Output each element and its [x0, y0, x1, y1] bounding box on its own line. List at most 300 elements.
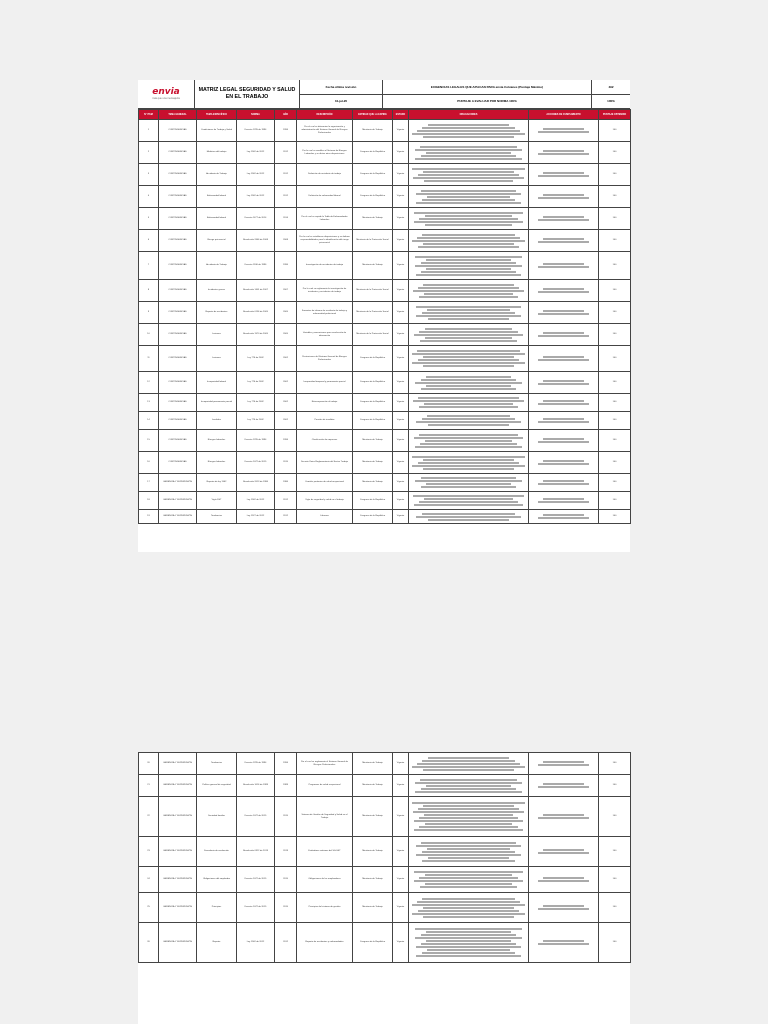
table-cell: 1994	[275, 120, 297, 142]
table-cell: GERENCIA Y SUPERVISIÓN	[159, 923, 197, 963]
table-cell: Vigente	[393, 412, 409, 430]
table-cell: Obligaciones de los empleadores	[297, 867, 353, 893]
table-cell: 2012	[275, 492, 297, 510]
actions-cell	[529, 208, 599, 230]
table-cell: 1996	[275, 252, 297, 280]
score-cell: 100	[599, 280, 631, 302]
score-cell: 100	[599, 208, 631, 230]
score-cell: 100	[599, 230, 631, 252]
table-cell: 11	[139, 346, 159, 372]
table-cell: Congreso de la República	[353, 186, 393, 208]
table-cell: Por la cual se modifica el Sistema de Riesgos Laborales y se dictan otras disposiciones	[297, 142, 353, 164]
table-cell: 3	[139, 164, 159, 186]
actions-cell	[529, 867, 599, 893]
column-header: DESCRIPCIÓN	[297, 110, 353, 120]
table-cell: GERENCIA Y SUPERVISIÓN	[159, 797, 197, 837]
table-cell: 6	[139, 230, 159, 252]
score-cell: 100	[599, 923, 631, 963]
table-cell: Por el cual se expide la Tabla de Enfermedades Laborales	[297, 208, 353, 230]
table-row	[139, 230, 631, 252]
obligations-cell	[409, 186, 529, 208]
table-row	[139, 280, 631, 302]
table-cell: Vigente	[393, 230, 409, 252]
table-cell: 5	[139, 208, 159, 230]
table-cell: 2012	[275, 164, 297, 186]
table-cell: 1994	[275, 430, 297, 452]
score-cell: 100	[599, 142, 631, 164]
table-row	[139, 452, 631, 474]
table-row	[139, 324, 631, 346]
table-cell: Comités paritarios de salud ocupacional	[297, 474, 353, 492]
table-cell: 19	[139, 510, 159, 524]
table-cell: CONTINGENCIAS	[159, 142, 197, 164]
table-cell: Reporte de ley 1562	[197, 474, 237, 492]
table-cell: Resolución 0156 de 2005	[237, 302, 275, 324]
table-cell: CONTINGENCIAS	[159, 230, 197, 252]
table-cell: CONTINGENCIAS	[159, 164, 197, 186]
score-cell: 100	[599, 510, 631, 524]
table-cell: 24	[139, 867, 159, 893]
table-cell: 2015	[275, 893, 297, 923]
score-cell: 100	[599, 346, 631, 372]
table-cell: Vigente	[393, 186, 409, 208]
table-cell: 1986	[275, 474, 297, 492]
table-cell: 15	[139, 430, 159, 452]
table-cell: Decreto 1295 de 1994	[237, 430, 275, 452]
table-row	[139, 412, 631, 430]
table-cell: Vigente	[393, 867, 409, 893]
actions-cell	[529, 452, 599, 474]
table-cell: 2005	[275, 324, 297, 346]
table-cell: 2012	[275, 142, 297, 164]
table-cell: Decreto 1072 de 2015	[237, 867, 275, 893]
table-cell: Ministerio de Trabajo	[353, 120, 393, 142]
table-cell: Sistema de Gestión de Seguridad y Salud en el Trabajo	[297, 797, 353, 837]
table-row	[139, 474, 631, 492]
table-row	[139, 753, 631, 775]
table-cell: 14	[139, 412, 159, 430]
score-cell: 100	[599, 324, 631, 346]
table-cell: Ministerio de Trabajo	[353, 753, 393, 775]
table-cell: Vigía de seguridad y salud en el trabajo	[297, 492, 353, 510]
table-cell: Reincorporación al trabajo	[297, 394, 353, 412]
table-cell: Vigente	[393, 280, 409, 302]
table-cell: 2012	[275, 186, 297, 208]
score-cell: 100	[599, 430, 631, 452]
table-cell: CONTINGENCIAS	[159, 120, 197, 142]
obligations-cell	[409, 346, 529, 372]
obligations-cell	[409, 302, 529, 324]
obligations-cell	[409, 252, 529, 280]
table-cell: Tendencias	[197, 753, 237, 775]
table-cell: Vigente	[393, 753, 409, 775]
table-cell: Ministerio de Trabajo	[353, 252, 393, 280]
table-cell: Vigente	[393, 208, 409, 230]
table-cell: Vigente	[393, 324, 409, 346]
column-header: AÑO	[275, 110, 297, 120]
table-cell: Variables y mecanismos para recolección de información	[297, 324, 353, 346]
table-cell: 1	[139, 120, 159, 142]
table-cell: Condiciones de Trabajo y Salud	[197, 120, 237, 142]
score-cell: 100	[599, 302, 631, 324]
score-cell: 100	[599, 837, 631, 867]
table-cell: Ley 1562 de 2012	[237, 142, 275, 164]
table-cell: Ley 776 de 2002	[237, 346, 275, 372]
score-cell: 100	[599, 412, 631, 430]
column-header: TEMA GENERAL	[159, 110, 197, 120]
obligations-cell	[409, 372, 529, 394]
obligations-cell	[409, 867, 529, 893]
table-row	[139, 430, 631, 452]
score-value: 100%	[607, 99, 615, 104]
table-cell: Enfermedad laboral	[197, 186, 237, 208]
score-cell: 100	[599, 474, 631, 492]
table-cell: Congreso de la República	[353, 372, 393, 394]
table-cell: 2015	[275, 452, 297, 474]
table-row	[139, 302, 631, 324]
table-cell: 2015	[275, 797, 297, 837]
obligations-cell	[409, 837, 529, 867]
actions-cell	[529, 346, 599, 372]
score-label: PUNTAJE A EVALUAR POR NORMA 100%	[457, 99, 517, 104]
table-cell: Clasificación de empresas	[297, 430, 353, 452]
table-cell: Vigente	[393, 837, 409, 867]
table-cell: Vigente	[393, 430, 409, 452]
table-row	[139, 510, 631, 524]
obligations-cell	[409, 452, 529, 474]
table-row	[139, 867, 631, 893]
table-row	[139, 120, 631, 142]
obligations-cell	[409, 753, 529, 775]
actions-cell	[529, 775, 599, 797]
table-cell: 9	[139, 302, 159, 324]
table-cell: 2014	[275, 208, 297, 230]
actions-cell	[529, 753, 599, 775]
table-cell: Definición de enfermedad laboral	[297, 186, 353, 208]
table-cell: Ley 776 de 2002	[237, 394, 275, 412]
table-row	[139, 164, 631, 186]
obligations-cell	[409, 324, 529, 346]
score-cell: 100	[599, 164, 631, 186]
score-cell: 100	[599, 252, 631, 280]
revision-date: 31-jul-20	[334, 99, 348, 104]
revision-label: Fecha última revisión	[300, 80, 382, 95]
table-cell: 2002	[275, 372, 297, 394]
table-cell: CONTINGENCIAS	[159, 346, 197, 372]
actions-cell	[529, 280, 599, 302]
table-cell: 21	[139, 775, 159, 797]
table-cell: Incidentes graves	[197, 280, 237, 302]
table-cell: Congreso de la República	[353, 492, 393, 510]
table-cell: Ministerio de Trabajo	[353, 893, 393, 923]
column-header: ENTIDAD QUE LA EXPIDE	[353, 110, 393, 120]
actions-cell	[529, 430, 599, 452]
obligations-cell	[409, 430, 529, 452]
legal-matrix-table-2	[138, 752, 631, 963]
table-cell: Ministerio de la Protección Social	[353, 230, 393, 252]
table-cell: GERENCIA Y SUPERVISIÓN	[159, 867, 197, 893]
table-cell: Accidente de Trabajo	[197, 252, 237, 280]
table-cell: Congreso de la República	[353, 142, 393, 164]
table-cell: 23	[139, 837, 159, 867]
table-cell: 26	[139, 923, 159, 963]
table-cell: Incapacidad laboral	[197, 372, 237, 394]
score-cell: 100	[599, 492, 631, 510]
envia-logo	[138, 80, 195, 108]
table-cell: Ministerio de la Protección Social	[353, 280, 393, 302]
obligations-cell	[409, 280, 529, 302]
table-cell: 1994	[275, 753, 297, 775]
table-cell: Resolución 1401 de 2007	[237, 280, 275, 302]
table-cell: 2002	[275, 412, 297, 430]
obligations-cell	[409, 120, 529, 142]
actions-cell	[529, 186, 599, 208]
table-cell: 2005	[275, 302, 297, 324]
table-cell: Congreso de la República	[353, 394, 393, 412]
matrix-header	[138, 80, 630, 109]
legal-matrix-table-1	[138, 109, 631, 524]
actions-cell	[529, 142, 599, 164]
table-cell: Obligaciones del empleador	[197, 867, 237, 893]
table-header-row	[139, 110, 631, 120]
table-cell: Invalidez	[197, 412, 237, 430]
score-cell: 100	[599, 120, 631, 142]
table-cell: 12	[139, 372, 159, 394]
table-cell: 16	[139, 452, 159, 474]
actions-cell	[529, 230, 599, 252]
actions-cell	[529, 923, 599, 963]
table-cell: GERENCIA Y SUPERVISIÓN	[159, 492, 197, 510]
table-cell: GERENCIA Y SUPERVISIÓN	[159, 893, 197, 923]
table-cell: Accidente de Trabajo	[197, 164, 237, 186]
table-cell: Por la cual se reglamenta la investigación de incidentes y accidentes de trabajo	[297, 280, 353, 302]
table-cell: 13	[139, 394, 159, 412]
table-cell: Decreto 1477 de 2014	[237, 208, 275, 230]
requirements-value: 492	[592, 80, 630, 95]
table-cell: Política general de seguridad	[197, 775, 237, 797]
table-cell: Vigente	[393, 452, 409, 474]
table-cell: Decreto 1530 de 1996	[237, 252, 275, 280]
table-cell: Ministerio de Trabajo	[353, 837, 393, 867]
table-cell: CONTINGENCIAS	[159, 324, 197, 346]
table-cell: Resolución 0312 de 2019	[237, 837, 275, 867]
table-cell: Ley 1527 de 2012	[237, 510, 275, 524]
table-cell: Vigente	[393, 492, 409, 510]
table-cell: Reporte	[197, 923, 237, 963]
table-cell: Ley 1562 de 2012	[237, 186, 275, 208]
table-cell: Resolución 1016 de 1989	[237, 775, 275, 797]
table-cell: Por el cual se reglamenta el Sistema General de Riesgos Profesionales	[297, 753, 353, 775]
table-cell: Ministerio de Trabajo	[353, 430, 393, 452]
column-header: NORMA	[237, 110, 275, 120]
table-cell: 17	[139, 474, 159, 492]
table-cell: CONTINGENCIAS	[159, 394, 197, 412]
actions-cell	[529, 302, 599, 324]
revision-block	[300, 80, 383, 108]
actions-cell	[529, 474, 599, 492]
obligations-cell	[409, 394, 529, 412]
table-cell: Incapacidad temporal y permanente parcial	[297, 372, 353, 394]
table-cell: CONTINGENCIAS	[159, 430, 197, 452]
score-cell: 100	[599, 186, 631, 208]
table-cell: Vigente	[393, 302, 409, 324]
table-cell: 2008	[275, 230, 297, 252]
table-cell: Definición de accidente de trabajo	[297, 164, 353, 186]
score-cell: 100	[599, 394, 631, 412]
obligations-cell	[409, 797, 529, 837]
table-cell: Vigente	[393, 775, 409, 797]
table-cell: Reporte de accidentes y enfermedades	[297, 923, 353, 963]
score-values	[592, 80, 630, 108]
score-cell: 100	[599, 372, 631, 394]
table-cell: Vigente	[393, 797, 409, 837]
table-cell: Lesiones	[197, 324, 237, 346]
score-cell: 100	[599, 867, 631, 893]
table-cell: Medicina del trabajo	[197, 142, 237, 164]
table-cell: 18	[139, 492, 159, 510]
table-cell: Por la cual se establecen disposiciones y se definen responsabilidades para la identificación del riesgo psicosocial	[297, 230, 353, 252]
table-cell: Ministerio de Trabajo	[353, 452, 393, 474]
table-cell: 2002	[275, 346, 297, 372]
table-cell: GERENCIA Y SUPERVISIÓN	[159, 837, 197, 867]
actions-cell	[529, 164, 599, 186]
table-cell: 2012	[275, 923, 297, 963]
table-cell: Riesgos laborales	[197, 452, 237, 474]
table-cell: Ley 1562 de 2012	[237, 492, 275, 510]
table-row	[139, 252, 631, 280]
actions-cell	[529, 492, 599, 510]
table-cell: CONTINGENCIAS	[159, 280, 197, 302]
actions-cell	[529, 324, 599, 346]
score-cell: 100	[599, 893, 631, 923]
table-cell: Decreto 1295 de 1994	[237, 753, 275, 775]
table-cell: Principios	[197, 893, 237, 923]
actions-cell	[529, 893, 599, 923]
table-cell: Decreto 1295 de 1994	[237, 120, 275, 142]
table-cell: 2002	[275, 394, 297, 412]
document-page-1	[138, 80, 630, 552]
logo-subtext: más que una mensajería	[152, 97, 180, 100]
table-cell: Riesgo psicosocial	[197, 230, 237, 252]
table-cell: GERENCIA Y SUPERVISIÓN	[159, 775, 197, 797]
obligations-cell	[409, 230, 529, 252]
table-cell: Ministerio de la Protección Social	[353, 302, 393, 324]
table-cell: Estándares mínimos del SG-SST	[297, 837, 353, 867]
table-cell: Resolución 2646 de 2008	[237, 230, 275, 252]
table-row	[139, 394, 631, 412]
table-cell: Reporte de accidentes	[197, 302, 237, 324]
table-cell: CONTINGENCIAS	[159, 186, 197, 208]
obligations-cell	[409, 164, 529, 186]
score-cell: 100	[599, 797, 631, 837]
table-cell: CONTINGENCIAS	[159, 372, 197, 394]
requirements-label: EXIGENCIAS LEGALES QUE APLICAN PARA envía Colvanes (Puntaje Máximo)	[383, 80, 591, 95]
table-cell: 20	[139, 753, 159, 775]
table-cell: Decreto 1072 de 2015	[237, 452, 275, 474]
table-cell: Ministerio de Trabajo	[353, 208, 393, 230]
table-cell: Vigente	[393, 923, 409, 963]
table-cell: Formulario de evaluación	[197, 837, 237, 867]
table-cell: 25	[139, 893, 159, 923]
table-cell: 2	[139, 142, 159, 164]
table-cell: Vigente	[393, 252, 409, 280]
table-cell: Congreso de la República	[353, 510, 393, 524]
table-cell: Prestaciones del Sistema General de Riesgos Profesionales	[297, 346, 353, 372]
table-cell: 1989	[275, 775, 297, 797]
table-cell: 2012	[275, 510, 297, 524]
table-cell: Programas de salud ocupacional	[297, 775, 353, 797]
table-cell: Vigía SST	[197, 492, 237, 510]
table-cell: 2007	[275, 280, 297, 302]
table-cell: Ministerio de Trabajo	[353, 797, 393, 837]
table-cell: Formatos de informe de accidente de trabajo y enfermedad profesional	[297, 302, 353, 324]
document-title: MATRIZ LEGAL SEGURIDAD Y SALUD EN EL TRABAJO	[195, 80, 300, 108]
table-cell: Vigente	[393, 474, 409, 492]
table-row	[139, 142, 631, 164]
table-row	[139, 923, 631, 963]
actions-cell	[529, 120, 599, 142]
score-cell: 100	[599, 452, 631, 474]
table-row	[139, 492, 631, 510]
table-cell: Congreso de la República	[353, 923, 393, 963]
table-cell: Vigente	[393, 510, 409, 524]
table-cell: 2019	[275, 837, 297, 867]
score-cell: 100	[599, 775, 631, 797]
obligations-cell	[409, 142, 529, 164]
table-cell: 10	[139, 324, 159, 346]
table-cell: Sociedad familiar	[197, 797, 237, 837]
table-cell: Incapacidad permanente parcial	[197, 394, 237, 412]
table-cell: Ministerio de la Protección Social	[353, 324, 393, 346]
table-cell: Vigente	[393, 164, 409, 186]
table-cell: Decreto 1072 de 2015	[237, 893, 275, 923]
table-cell: CONTINGENCIAS	[159, 208, 197, 230]
table-cell: 22	[139, 797, 159, 837]
actions-cell	[529, 252, 599, 280]
table-cell: 7	[139, 252, 159, 280]
obligations-cell	[409, 412, 529, 430]
column-header: TEMA ESPECÍFICO	[197, 110, 237, 120]
actions-cell	[529, 372, 599, 394]
table-cell: Resolución 1570 de 2005	[237, 324, 275, 346]
table-cell: Vigente	[393, 346, 409, 372]
table-row	[139, 837, 631, 867]
table-cell: CONTINGENCIAS	[159, 412, 197, 430]
actions-cell	[529, 394, 599, 412]
table-cell: Ministerio de Trabajo	[353, 775, 393, 797]
column-header: OBLIGACIONES	[409, 110, 529, 120]
table-cell: Enfermedad laboral	[197, 208, 237, 230]
table-cell: GERENCIA Y SUPERVISIÓN	[159, 753, 197, 775]
table-cell: Ministerio de Trabajo	[353, 474, 393, 492]
table-row	[139, 186, 631, 208]
table-cell: CONTINGENCIAS	[159, 302, 197, 324]
table-cell: Decreto 1072 de 2015	[237, 797, 275, 837]
obligations-cell	[409, 775, 529, 797]
table-row	[139, 893, 631, 923]
obligations-cell	[409, 923, 529, 963]
table-cell: Lesiones	[197, 346, 237, 372]
table-cell: Congreso de la República	[353, 164, 393, 186]
table-cell: Ministerio de Trabajo	[353, 867, 393, 893]
actions-cell	[529, 797, 599, 837]
table-cell: 4	[139, 186, 159, 208]
table-cell: Resolución 2013 de 1986	[237, 474, 275, 492]
table-cell: Ley 1562 de 2012	[237, 923, 275, 963]
logo-text: envia	[152, 87, 180, 97]
column-header: N° ITEM	[139, 110, 159, 120]
table-row	[139, 797, 631, 837]
